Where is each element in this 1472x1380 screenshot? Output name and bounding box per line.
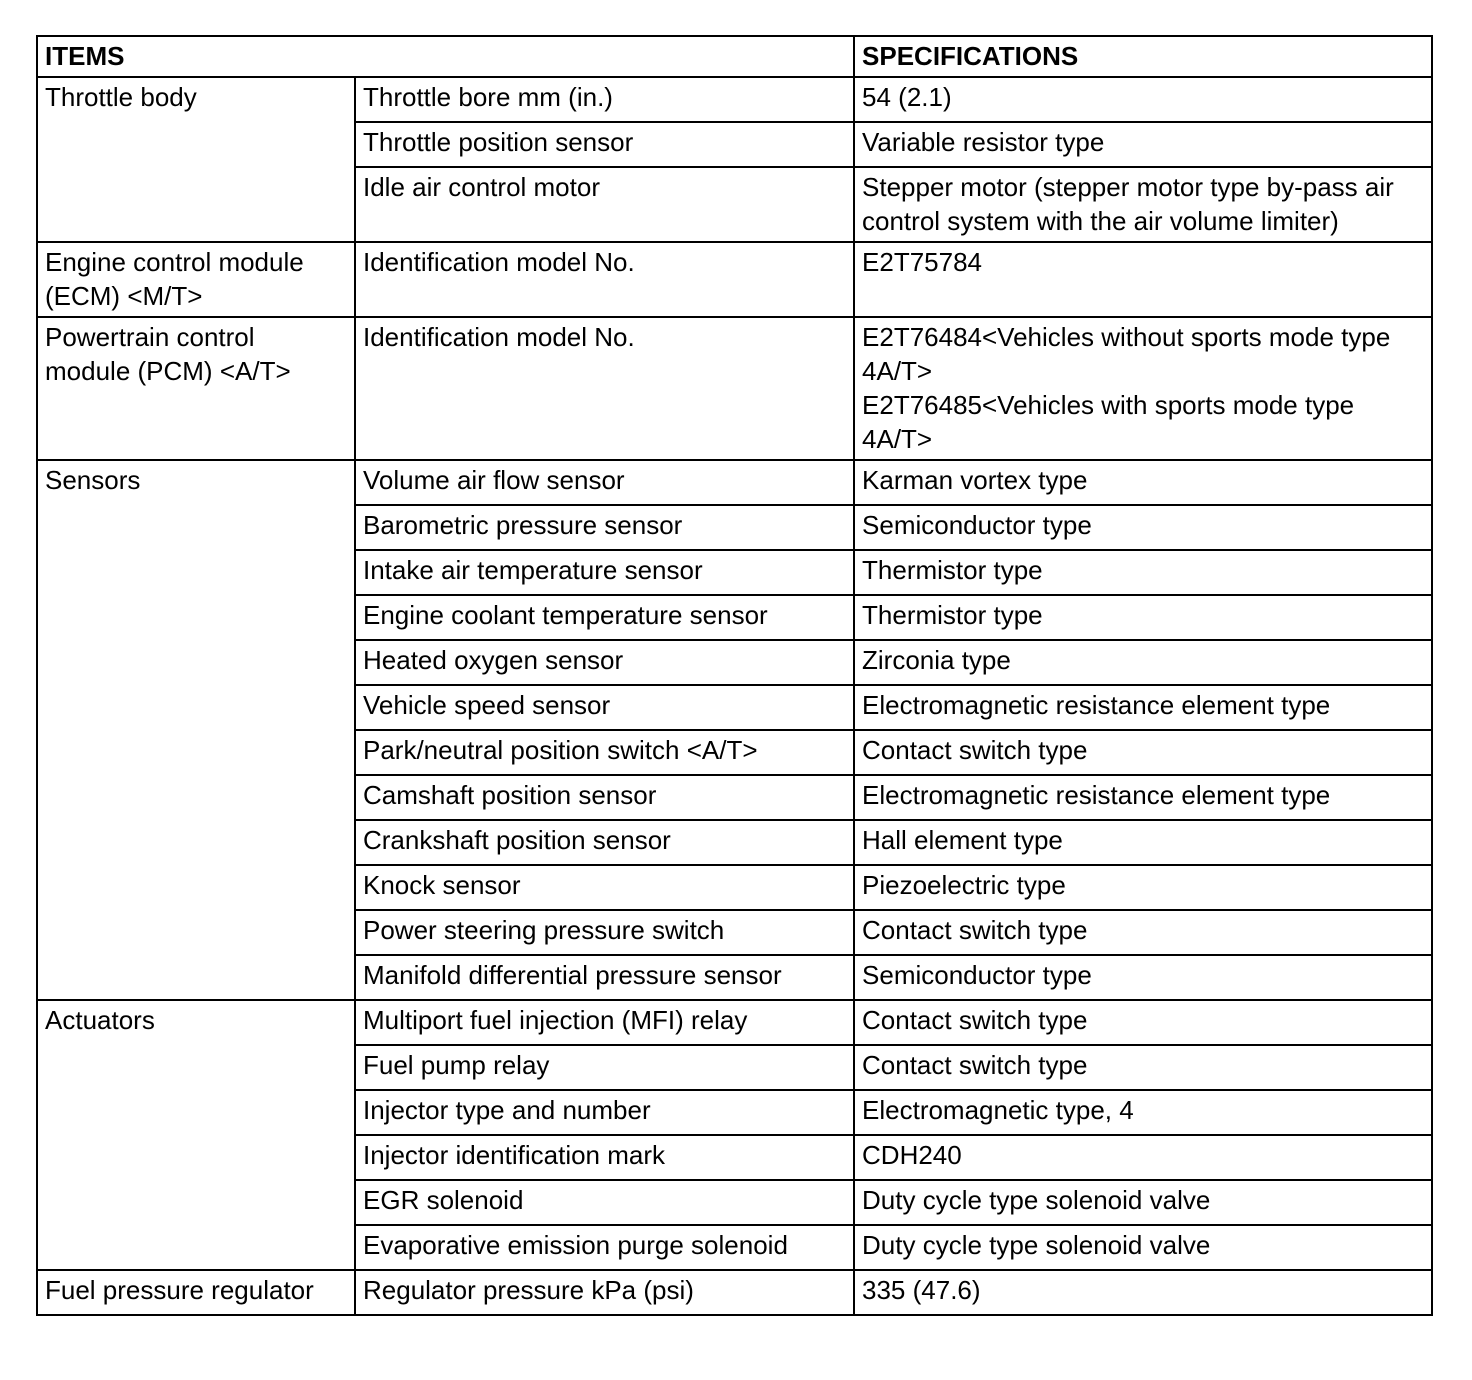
item-cell: Power steering pressure switch: [355, 910, 854, 955]
specification-cell: [854, 1090, 1432, 1135]
item-cell: Manifold differential pressure sensor: [355, 955, 854, 1000]
specification-text: 335 (47.6): [862, 1275, 981, 1305]
specification-cell: [854, 595, 1432, 640]
group-name-cell: Powertrain control module (PCM) <A/T>: [37, 317, 355, 460]
specification-cell: [854, 1135, 1432, 1180]
item-cell: Volume air flow sensor: [355, 460, 854, 505]
specification-text: Electromagnetic resistance element type: [862, 780, 1331, 810]
specification-text: E2T76484<Vehicles without sports mode type 4A/T>: [862, 322, 1391, 386]
specification-cell: [854, 820, 1432, 865]
specification-cell: [854, 685, 1432, 730]
header-items: ITEMS: [37, 36, 854, 77]
group-name-cell: Fuel pressure regulator: [37, 1270, 355, 1315]
specification-text: CDH240: [862, 1140, 962, 1170]
item-cell: Barometric pressure sensor: [355, 505, 854, 550]
header-specifications: SPECIFICATIONS: [854, 36, 1432, 77]
specification-text: Electromagnetic type, 4: [862, 1095, 1134, 1125]
specification-text: Zirconia type: [862, 645, 1011, 675]
table-row: [37, 242, 1432, 317]
item-cell: Multiport fuel injection (MFI) relay: [355, 1000, 854, 1045]
group-name-cell: Throttle body: [37, 77, 355, 242]
item-cell: Camshaft position sensor: [355, 775, 854, 820]
table-row: [37, 317, 1432, 460]
group-name-cell: Engine control module (ECM) <M/T>: [37, 242, 355, 317]
specification-text: Contact switch type: [862, 915, 1088, 945]
specification-cell: [854, 910, 1432, 955]
specification-text: Stepper motor (stepper motor type by-pass air control system with the air volume limiter): [862, 172, 1394, 236]
specification-text: Semiconductor type: [862, 510, 1092, 540]
specification-text: Hall element type: [862, 825, 1063, 855]
item-cell: Knock sensor: [355, 865, 854, 910]
specification-cell: [854, 550, 1432, 595]
specification-cell: [854, 460, 1432, 505]
table-row: [37, 1270, 1432, 1315]
specification-cell: [854, 242, 1432, 317]
specification-text: Piezoelectric type: [862, 870, 1066, 900]
item-cell: Crankshaft position sensor: [355, 820, 854, 865]
specification-cell: [854, 167, 1432, 242]
item-cell: Park/neutral position switch <A/T>: [355, 730, 854, 775]
specification-cell: [854, 1270, 1432, 1315]
table-header-row: [37, 36, 1432, 77]
table-row: [37, 1000, 1432, 1045]
item-cell: Fuel pump relay: [355, 1045, 854, 1090]
specification-cell: [854, 640, 1432, 685]
specification-text: Thermistor type: [862, 555, 1043, 585]
item-cell: Vehicle speed sensor: [355, 685, 854, 730]
specification-cell: [854, 1045, 1432, 1090]
specification-text: Contact switch type: [862, 1005, 1088, 1035]
specification-text: Karman vortex type: [862, 465, 1088, 495]
specification-cell: [854, 730, 1432, 775]
specification-cell: [854, 317, 1432, 460]
item-cell: Identification model No.: [355, 317, 854, 460]
specification-text: 54 (2.1): [862, 82, 952, 112]
specification-text: Duty cycle type solenoid valve: [862, 1230, 1211, 1260]
specifications-table: [36, 35, 1433, 1316]
table-row: [37, 77, 1432, 122]
specification-text: Thermistor type: [862, 600, 1043, 630]
specification-cell: [854, 1000, 1432, 1045]
specification-text: Semiconductor type: [862, 960, 1092, 990]
item-cell: Heated oxygen sensor: [355, 640, 854, 685]
item-cell: Injector identification mark: [355, 1135, 854, 1180]
item-cell: Identification model No.: [355, 242, 854, 317]
group-name-cell: Actuators: [37, 1000, 355, 1270]
specification-cell: [854, 865, 1432, 910]
item-cell: Evaporative emission purge solenoid: [355, 1225, 854, 1270]
item-cell: EGR solenoid: [355, 1180, 854, 1225]
specification-text: Contact switch type: [862, 1050, 1088, 1080]
specification-text: E2T75784: [862, 247, 982, 277]
specification-cell: [854, 1180, 1432, 1225]
specification-cell: [854, 122, 1432, 167]
specification-text: E2T76485<Vehicles with sports mode type 4A/T>: [862, 390, 1355, 454]
specification-cell: [854, 1225, 1432, 1270]
group-name-cell: Sensors: [37, 460, 355, 1000]
specification-cell: [854, 955, 1432, 1000]
specification-text: Electromagnetic resistance element type: [862, 690, 1331, 720]
specification-text: Variable resistor type: [862, 127, 1105, 157]
item-cell: Throttle bore mm (in.): [355, 77, 854, 122]
item-cell: Engine coolant temperature sensor: [355, 595, 854, 640]
specification-cell: [854, 77, 1432, 122]
item-cell: Regulator pressure kPa (psi): [355, 1270, 854, 1315]
table-body: [37, 77, 1432, 1315]
item-cell: Throttle position sensor: [355, 122, 854, 167]
specification-text: Duty cycle type solenoid valve: [862, 1185, 1211, 1215]
specification-text: Contact switch type: [862, 735, 1088, 765]
table-row: [37, 460, 1432, 505]
specification-cell: [854, 505, 1432, 550]
item-cell: Injector type and number: [355, 1090, 854, 1135]
item-cell: Idle air control motor: [355, 167, 854, 242]
specification-cell: [854, 775, 1432, 820]
item-cell: Intake air temperature sensor: [355, 550, 854, 595]
